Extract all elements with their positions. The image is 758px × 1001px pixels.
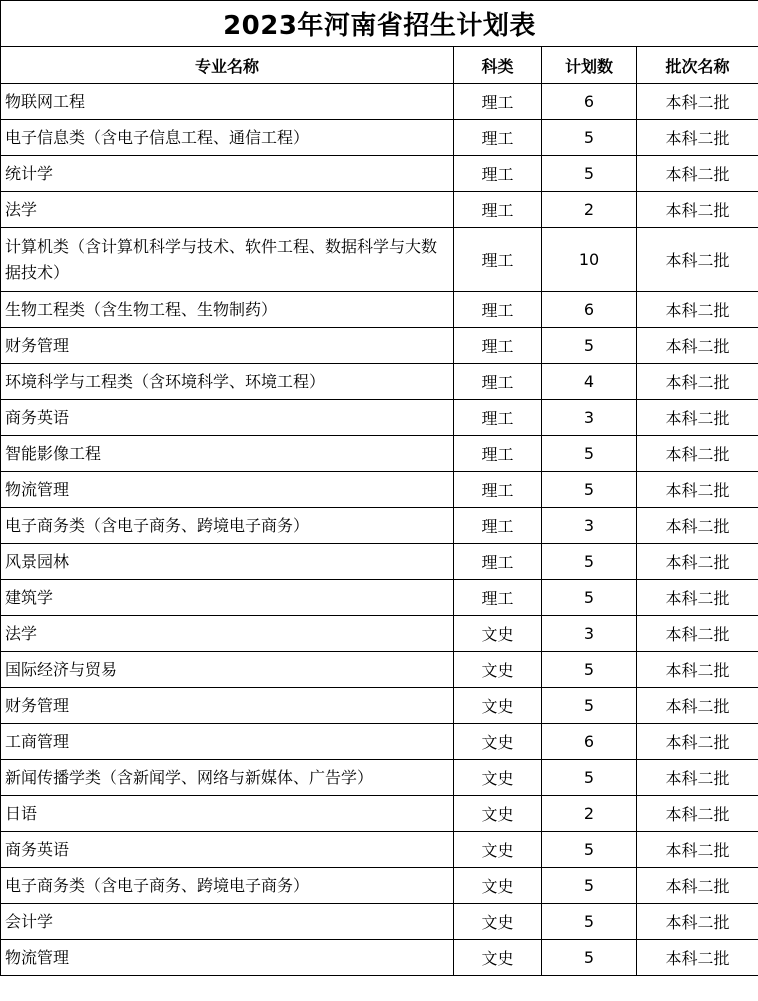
- cell-count: 5: [542, 832, 637, 868]
- cell-category: 文史: [454, 724, 542, 760]
- cell-category: 文史: [454, 688, 542, 724]
- cell-batch: 本科二批: [637, 364, 758, 400]
- cell-batch: 本科二批: [637, 544, 758, 580]
- table-row: [1, 400, 758, 436]
- table-title: 2023年河南省招生计划表: [1, 1, 758, 47]
- cell-major: 商务英语: [1, 400, 454, 436]
- cell-major: 建筑学: [1, 580, 454, 616]
- table-row: [1, 580, 758, 616]
- cell-category: 理工: [454, 156, 542, 192]
- table-row: [1, 120, 758, 156]
- table-row: [1, 616, 758, 652]
- cell-count: 5: [542, 472, 637, 508]
- cell-batch: 本科二批: [637, 508, 758, 544]
- cell-category: 理工: [454, 328, 542, 364]
- cell-count: 3: [542, 508, 637, 544]
- cell-batch: 本科二批: [637, 472, 758, 508]
- cell-count: 4: [542, 364, 637, 400]
- cell-count: 5: [542, 436, 637, 472]
- cell-count: 6: [542, 292, 637, 328]
- cell-major: 财务管理: [1, 688, 454, 724]
- cell-category: 文史: [454, 832, 542, 868]
- table-row: [1, 84, 758, 120]
- header-count: 计划数: [542, 47, 637, 84]
- cell-count: 6: [542, 724, 637, 760]
- cell-batch: 本科二批: [637, 228, 758, 292]
- cell-count: 5: [542, 760, 637, 796]
- cell-count: 5: [542, 156, 637, 192]
- cell-category: 理工: [454, 400, 542, 436]
- cell-major: 工商管理: [1, 724, 454, 760]
- cell-count: 5: [542, 688, 637, 724]
- cell-batch: 本科二批: [637, 580, 758, 616]
- cell-major: 电子信息类（含电子信息工程、通信工程）: [1, 120, 454, 156]
- cell-major: 电子商务类（含电子商务、跨境电子商务）: [1, 868, 454, 904]
- table-row: [1, 292, 758, 328]
- cell-major: 法学: [1, 192, 454, 228]
- cell-major: 财务管理: [1, 328, 454, 364]
- cell-count: 5: [542, 868, 637, 904]
- cell-batch: 本科二批: [637, 328, 758, 364]
- table-row: [1, 688, 758, 724]
- cell-batch: 本科二批: [637, 760, 758, 796]
- header-category: 科类: [454, 47, 542, 84]
- table-row: [1, 228, 758, 292]
- table-row: [1, 328, 758, 364]
- cell-batch: 本科二批: [637, 84, 758, 120]
- table-row: [1, 760, 758, 796]
- cell-batch: 本科二批: [637, 436, 758, 472]
- cell-major: 物流管理: [1, 472, 454, 508]
- cell-category: 理工: [454, 364, 542, 400]
- cell-batch: 本科二批: [637, 652, 758, 688]
- table-row: [1, 436, 758, 472]
- cell-category: 理工: [454, 192, 542, 228]
- cell-major: 风景园林: [1, 544, 454, 580]
- cell-category: 理工: [454, 84, 542, 120]
- cell-category: 文史: [454, 940, 542, 976]
- cell-category: 理工: [454, 544, 542, 580]
- cell-major: 智能影像工程: [1, 436, 454, 472]
- cell-major: 物联网工程: [1, 84, 454, 120]
- table-row: [1, 832, 758, 868]
- cell-batch: 本科二批: [637, 724, 758, 760]
- cell-major: 物流管理: [1, 940, 454, 976]
- cell-batch: 本科二批: [637, 292, 758, 328]
- cell-count: 5: [542, 120, 637, 156]
- cell-count: 5: [542, 544, 637, 580]
- cell-count: 5: [542, 652, 637, 688]
- header-batch: 批次名称: [637, 47, 758, 84]
- table-row: [1, 868, 758, 904]
- cell-category: 理工: [454, 580, 542, 616]
- cell-count: 2: [542, 192, 637, 228]
- cell-category: 理工: [454, 292, 542, 328]
- cell-category: 文史: [454, 796, 542, 832]
- cell-count: 6: [542, 84, 637, 120]
- cell-count: 5: [542, 904, 637, 940]
- cell-count: 10: [542, 228, 637, 292]
- table-row: [1, 156, 758, 192]
- cell-count: 3: [542, 400, 637, 436]
- cell-major: 新闻传播学类（含新闻学、网络与新媒体、广告学）: [1, 760, 454, 796]
- cell-major: 会计学: [1, 904, 454, 940]
- cell-batch: 本科二批: [637, 616, 758, 652]
- cell-major: 国际经济与贸易: [1, 652, 454, 688]
- cell-major: 法学: [1, 616, 454, 652]
- cell-major: 生物工程类（含生物工程、生物制药）: [1, 292, 454, 328]
- cell-category: 文史: [454, 904, 542, 940]
- table-row: [1, 192, 758, 228]
- cell-count: 3: [542, 616, 637, 652]
- cell-count: 5: [542, 328, 637, 364]
- cell-batch: 本科二批: [637, 400, 758, 436]
- table-row: [1, 508, 758, 544]
- cell-category: 文史: [454, 760, 542, 796]
- cell-major: 环境科学与工程类（含环境科学、环境工程）: [1, 364, 454, 400]
- cell-count: 5: [542, 580, 637, 616]
- table-row: [1, 904, 758, 940]
- cell-batch: 本科二批: [637, 904, 758, 940]
- cell-batch: 本科二批: [637, 868, 758, 904]
- table-row: [1, 940, 758, 976]
- cell-batch: 本科二批: [637, 940, 758, 976]
- cell-category: 文史: [454, 652, 542, 688]
- cell-batch: 本科二批: [637, 688, 758, 724]
- header-major: 专业名称: [1, 47, 454, 84]
- table-body: [1, 84, 758, 976]
- table-row: [1, 652, 758, 688]
- cell-major: 商务英语: [1, 832, 454, 868]
- cell-category: 理工: [454, 228, 542, 292]
- cell-count: 5: [542, 940, 637, 976]
- cell-category: 文史: [454, 868, 542, 904]
- cell-batch: 本科二批: [637, 192, 758, 228]
- table-row: [1, 544, 758, 580]
- cell-category: 理工: [454, 436, 542, 472]
- cell-major: 日语: [1, 796, 454, 832]
- table-row: [1, 724, 758, 760]
- cell-major: 计算机类（含计算机科学与技术、软件工程、数据科学与大数据技术）: [1, 228, 454, 292]
- table-row: [1, 796, 758, 832]
- cell-batch: 本科二批: [637, 156, 758, 192]
- cell-major: 电子商务类（含电子商务、跨境电子商务）: [1, 508, 454, 544]
- cell-category: 理工: [454, 508, 542, 544]
- cell-batch: 本科二批: [637, 796, 758, 832]
- cell-count: 2: [542, 796, 637, 832]
- table-row: [1, 364, 758, 400]
- cell-category: 理工: [454, 472, 542, 508]
- cell-major: 统计学: [1, 156, 454, 192]
- cell-category: 文史: [454, 616, 542, 652]
- cell-category: 理工: [454, 120, 542, 156]
- table-row: [1, 472, 758, 508]
- cell-batch: 本科二批: [637, 832, 758, 868]
- cell-batch: 本科二批: [637, 120, 758, 156]
